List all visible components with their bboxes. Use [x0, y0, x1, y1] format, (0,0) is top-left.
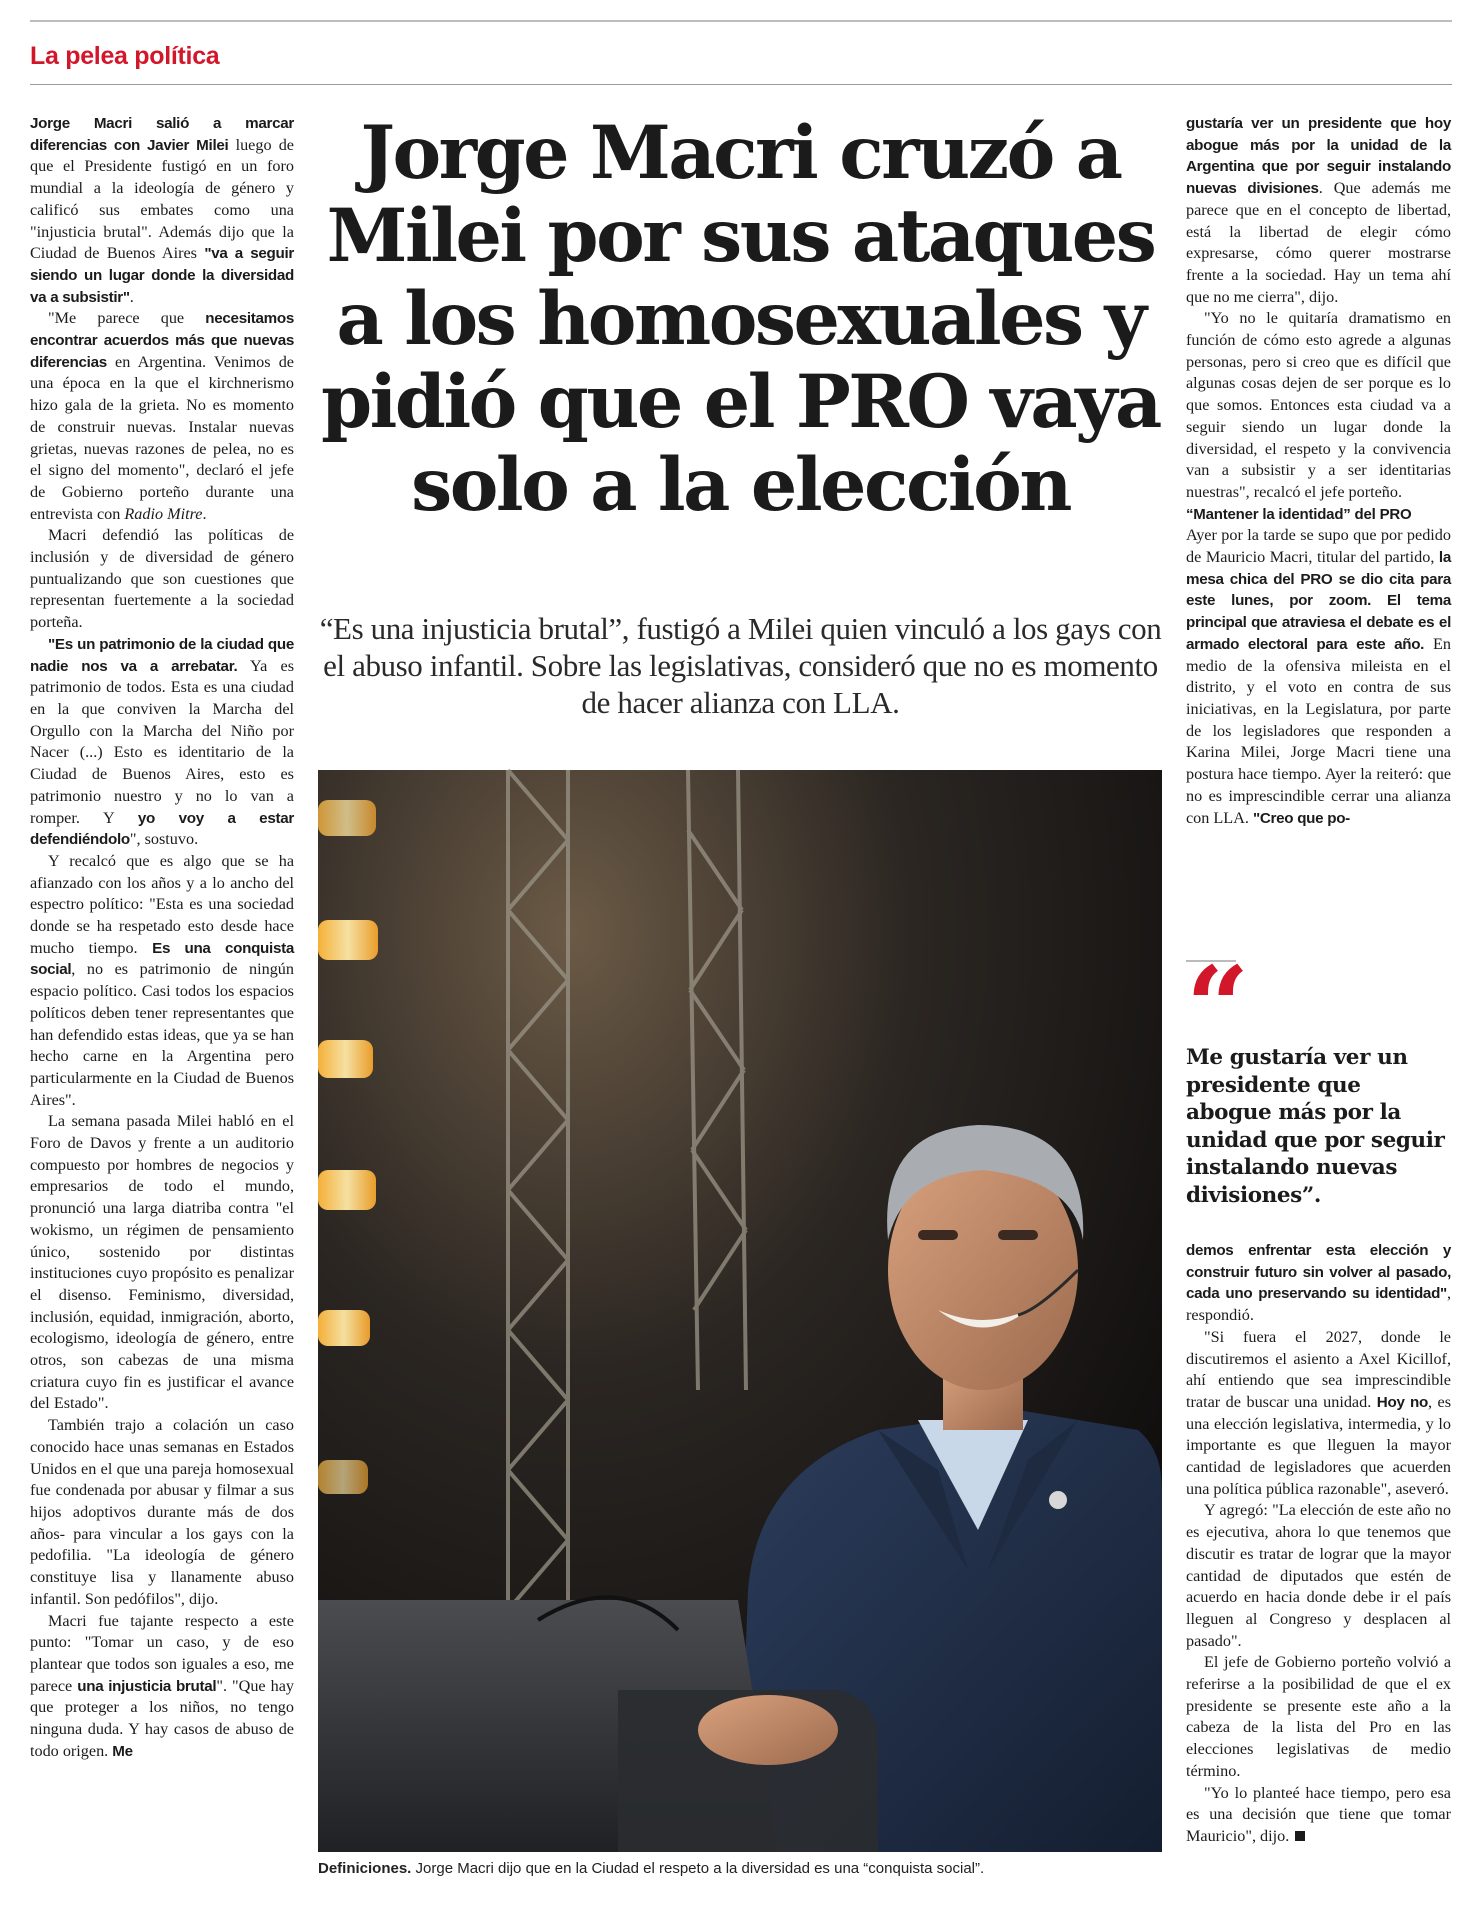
text: , respondió.: [1186, 1284, 1451, 1325]
left-paragraph-7: También trajo a colación un caso conocido hace unas semanas en Estados Unidos en el que una pareja homosexual fue condenada por abusar y filmar a sus hijos adoptivos durante más de dos años- para vincular a los gays con la pedofilia. "La ideología de género constituye lisa y llanamente abuso infantil. Son pedófilos", dijo.: [30, 1416, 294, 1608]
text: .: [202, 504, 207, 523]
left-paragraph-6: La semana pasada Milei habló en el Foro de Davos y frente a un auditorio compuesto por hombres de negocios y empresarios de todo el mundo, pronunció una larga diatriba contra "el wokismo, un régimen de pensamiento único, sostenido por distintas instituciones cuyo propósito es penalizar el disenso. Feminismo, diversidad, inclusión, equidad, inmigración, aborto, ecologismo, ideología de género, entre otros, son cabezas de una misma criatura cuyo fin es justificar el avance del Estado".: [30, 1112, 294, 1413]
headline: Jorge Macri cruzó a Milei por sus ataques a los homosexuales y pidió que el PRO vaya solo a la elección: [321, 110, 1160, 528]
left-paragraph-3: Macri defendió las políticas de inclusión y de diversidad de género puntualizando que son cuestiones que representan fuertemente a la sociedad porteña.: [30, 526, 294, 632]
bold-text: gustaría ver un presidente que hoy abogue más por la unidad de la Argentina que por seguir instalando nuevas divisiones: [1186, 115, 1451, 198]
right-paragraph-5: [1186, 1327, 1451, 1501]
left-paragraph-8: [30, 1611, 294, 1763]
left-paragraph-5: [30, 851, 294, 1111]
text: "Yo lo planteé hace tiempo, pero esa es una decisión que tiene que tomar Mauricio", dijo.: [1186, 1783, 1451, 1845]
bold-text: "va a seguir siendo un lugar donde la diversidad va a subsistir": [30, 245, 294, 306]
text: Macri fue tajante respecto a este punto: "Tomar un caso, y de eso plantear que todos son iguales a eso, me parece: [30, 1611, 294, 1695]
bold-text: Me: [112, 1742, 133, 1760]
left-column: [30, 113, 294, 1883]
text: En medio de la ofensiva mileista en el distrito, y el voto en contra de sus iniciativas, en la Legislatura, por parte de los legisladores que responden a Karina Milei, Jorge Macri tiene una postura hace tiempo. Ayer la reiteró: que no es imprescindible cerrar una alianza con LLA.: [1186, 634, 1452, 827]
quote-mark-icon: “: [1186, 942, 1250, 1071]
photo-caption: [318, 1860, 1162, 1877]
left-paragraph-1: [30, 113, 294, 308]
right-column-top: [1186, 113, 1451, 933]
section-rule: [30, 84, 1452, 85]
end-mark-icon: [1295, 1831, 1305, 1841]
right-paragraph-6: Y agregó: "La elección de este año no es ejecutiva, ahora lo que tenemos que discutir es tratar de lograr que la mayor cantidad de diputados que estén de acuerdo en hacia donde debe ir el país lleguen al Congreso y desplacen al pasado".: [1186, 1501, 1451, 1650]
text: . Que además me parece que en el concepto de libertad, está la libertad de elegir cómo expresarse, cómo querer mostrarse frente a la sociedad. Hay un tema ahí que no me cierra", dijo.: [1186, 179, 1451, 306]
text: Ayer por la tarde se supo que por pedido de Mauricio Macri, titular del partido,: [1186, 526, 1451, 567]
text: , es una elección legislativa, intermedia, y lo importante es que lleguen la mayor cantidad de legisladores que acuerden una política pública razonable", aseveró.: [1186, 1392, 1452, 1498]
bold-text: "Es un patrimonio de la ciudad que nadie nos va a arrebatar.: [30, 635, 294, 675]
text: Y recalcó que es algo que se ha afianzado con los años y a lo ancho del espectro político: "Esta es una sociedad donde se ha respetado esto desde hace mucho tiempo.: [30, 851, 294, 957]
text: "Me parece que: [48, 309, 206, 328]
text: Ya es patrimonio de todos. Esta es una ciudad en la que conviven la Marcha del Orgullo con la Marcha del Niño por Nacer (...) Esto es identitario de la Ciudad de Buenos Aires, esto es patrimonio nuestro y no lo van a romper. Y: [30, 656, 295, 827]
text: en Argentina. Venimos de una época en la que el kirchnerismo hizo gala de la grieta. No es momento de construir nuevas. Instalar nuevas grietas, nuevas razones de pelea, no es el signo del momento", declaró el jefe de Gobierno porteño durante una entrevista con: [30, 352, 294, 523]
right-paragraph-2: "Yo no le quitaría dramatismo en función de cómo esto agrede a algunas personas, pero si creo que es difícil que algunas cosas dejen de ser porque es lo que somos. Entonces esta ciudad va a seguir siendo un lugar donde la diversidad, el respeto y la convivencia van a subsistir y a ser identitarias nuestras", recalcó el jefe porteño.: [1186, 309, 1451, 501]
bold-text: Jorge Macri salió a marcar diferencias con Javier Milei: [30, 115, 294, 154]
bold-text: Hoy no: [1376, 1393, 1428, 1411]
caption-text: Jorge Macri dijo que en la Ciudad el respeto a la diversidad es una “conquista social”.: [411, 1860, 985, 1877]
italic-text: Radio Mitre: [124, 504, 203, 523]
text: , no es patrimonio de ningún espacio político. Casi todos los espacios políticos deben tener representantes que han defendido estas ideas, que ya se han hecho carne en la Argentina pero particularmente en la Ciudad de Buenos Aires".: [30, 960, 294, 1109]
text: ", sostuvo.: [129, 830, 199, 849]
text: luego de que el Presidente fustigó en un foro mundial a la ideología de género y calificó sus embates como una "injusticia brutal". Además dijo que la Ciudad de Buenos Aires: [30, 135, 294, 263]
right-paragraph-3: [1186, 525, 1451, 829]
bold-text: una injusticia brutal: [77, 1677, 217, 1695]
caption-label: Definiciones.: [318, 1860, 412, 1877]
text: ". "Que hay que proteger a los niños, no tengo ninguna duda. Y hay casos de abuso de todo origen.: [30, 1676, 294, 1760]
right-paragraph-7: El jefe de Gobierno porteño volvió a referirse a la posibilidad de que el ex presidente se presente este año a la cabeza de la lista del Pro en las elecciones legislativas de medio término.: [1186, 1653, 1451, 1780]
right-column-bottom: [1186, 1240, 1451, 1890]
deck: “Es una injusticia brutal”, fustigó a Milei quien vinculó a los gays con el abuso infantil. Sobre las legislativas, consideró que no es momento de hacer alianza con LLA.: [319, 611, 1162, 720]
bold-text: Es una conquista social: [30, 939, 294, 979]
right-paragraph-8: [1186, 1783, 1451, 1848]
bold-text: demos enfrentar esta elección y construir futuro sin volver al pasado, cada uno preservando su identidad": [1186, 1242, 1451, 1303]
text: .: [129, 287, 134, 306]
subhead: “Mantener la identidad” del PRO: [1186, 505, 1412, 523]
pull-quote-text: Me gustaría ver un presidente que abogue más por la unidad que por seguir instalando nuevas divisiones”.: [1186, 1045, 1445, 1208]
text: "Si fuera el 2027, donde le discutiremos el asiento a Axel Kicillof, ahí entiendo que sea imprescindible tratar de buscar una unidad.: [1186, 1327, 1451, 1411]
top-rule: [30, 20, 1452, 22]
bold-text: necesitamos encontrar acuerdos más que nuevas diferencias: [30, 310, 294, 371]
article-photo: [318, 770, 1162, 1852]
pull-quote: [1186, 942, 1451, 1210]
left-paragraph-4: [30, 634, 294, 851]
left-paragraph-2: [30, 308, 294, 525]
right-paragraph-1: [1186, 113, 1451, 308]
right-paragraph-4: [1186, 1240, 1451, 1327]
section-label: La pelea política: [30, 42, 220, 70]
bold-text: yo voy a estar defendiéndolo: [30, 809, 294, 849]
bold-text: la mesa chica del PRO se dio cita para este lunes, por zoom. El tema principal que atraviesa el debate es el armado electoral para este año.: [1186, 549, 1451, 653]
bold-text: "Creo que po-: [1252, 809, 1350, 827]
